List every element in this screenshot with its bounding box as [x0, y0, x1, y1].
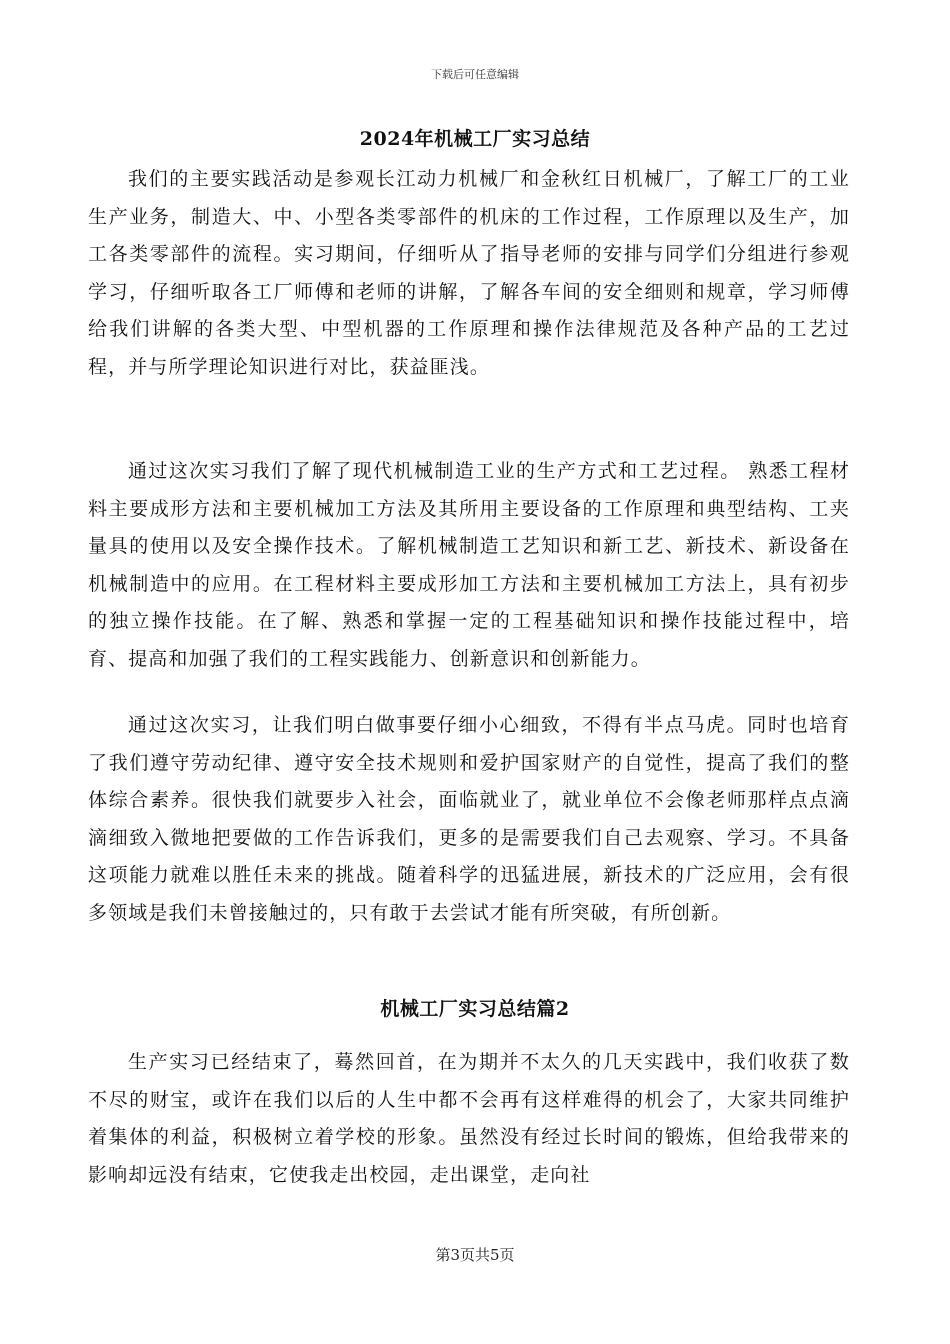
section-2-paragraph: 生产实习已经结束了，蓦然回首，在为期并不太久的几天实践中，我们收获了数不尽的财宝，或许在我们以后的人生中都不会再有这样难得的机会了，大家共同维护着集体的利益，积极树立着学校的形象。虽然没有经过长时间的锻炼，但给我带来的影响却远没有结束，它使我走出校园，走出课堂，走向社 [88, 1051, 850, 1186]
paragraph-1: 我们的主要实践活动是参观长江动力机械厂和金秋红日机械厂，了解工厂的工业生产业务，制造大、中、小型各类零部件的机床的工作过程，工作原理以及生产，加工各类零部件的流程。实习期间，仔细听从了指导老师的安排与同学们分组进行参观学习，仔细听取各工厂师傅和老师的讲解，了解各车间的安全细则和规章，学习师傅给我们讲解的各类大型、中型机器的工作原理和操作法律规范及各种产品的工艺过程，并与所学理论知识进行对比，获益匪浅。 [88, 168, 850, 378]
section-2-title: 机械工厂实习总结篇2 [380, 998, 570, 1020]
header-note: 下载后可任意编辑 [431, 68, 519, 81]
paragraph-3: 通过这次实习，让我们明白做事要仔细小心细致，不得有半点马虎。同时也培育了我们遵守劳动纪律、遵守安全技术规则和爱护国家财产的自觉性，提高了我们的整体综合素养。很快我们就要步入社会，面临就业了，就业单位不会像老师那样点点滴滴细致入微地把要做的工作告诉我们，更多的是需要我们自己去观察、学习。不具备这项能力就难以胜任未来的挑战。随着科学的迅猛进展，新技术的广泛应用，会有很多领域是我们未曾接触过的，只有敢于去尝试才能有所突破，有所创新。 [88, 714, 850, 924]
page-number: 第3页共5页 [435, 1246, 515, 1264]
paragraph-2: 通过这次实习我们了解了现代机械制造工业的生产方式和工艺过程。 熟悉工程材料主要成形方法和主要机械加工方法及其所用主要设备的工作原理和典型结构、工夹量具的使用以及安全操作技术。了解机械制造工艺知识和新工艺、新技术、新设备在机械制造中的应用。在工程材料主要成形加工方法和主要机械加工方法上，具有初步的独立操作技能。在了解、熟悉和掌握一定的工程基础知识和操作技能过程中，培育、提高和加强了我们的工程实践能力、创新意识和创新能力。 [88, 460, 850, 670]
document-title: 2024年机械工厂实习总结 [359, 128, 591, 150]
